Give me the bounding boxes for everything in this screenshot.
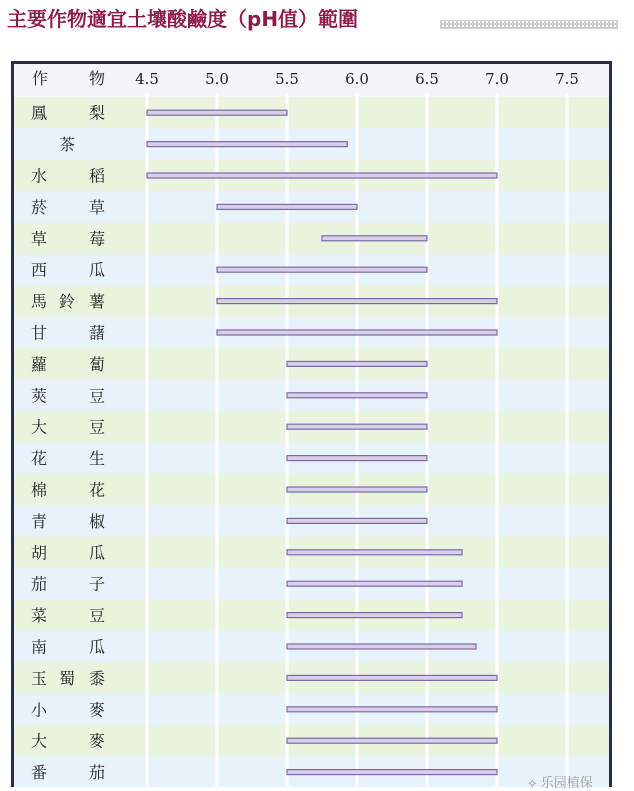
crop-label: 瓜 (89, 637, 106, 657)
crop-label: 小 (31, 700, 48, 720)
crop-label: 大 (31, 731, 48, 751)
crop-label: 薯 (89, 292, 106, 312)
crop-label: 瓜 (89, 543, 106, 563)
ph-range-bar (287, 613, 462, 618)
watermark: ⟡ 乐园植保 (528, 776, 593, 791)
ph-range-bar (287, 550, 462, 555)
ph-range-bar (147, 142, 347, 147)
crop-label: 茶 (59, 135, 76, 155)
crop-label: 花 (31, 449, 48, 469)
ph-range-bar (287, 424, 427, 429)
crop-label: 蔔 (89, 354, 106, 374)
crop-label: 茄 (31, 574, 48, 594)
crop-label: 豆 (89, 417, 106, 437)
x-tick-label: 4.5 (135, 70, 159, 88)
crop-label: 蜀 (59, 668, 76, 688)
crop-label: 菸 (31, 197, 48, 217)
ph-range-bar (287, 393, 427, 398)
ph-range-bar (287, 738, 497, 743)
crop-label: 棉 (31, 480, 48, 500)
crop-label: 麥 (89, 700, 106, 720)
crop-label: 鈴 (59, 292, 76, 312)
x-tick-label: 6.0 (345, 70, 369, 88)
ph-range-bar (287, 456, 427, 461)
crop-label: 莓 (89, 229, 106, 249)
ph-range-bar (287, 518, 427, 523)
crop-label: 藷 (89, 323, 106, 343)
crop-label: 生 (89, 449, 106, 469)
crop-label: 花 (89, 480, 106, 500)
crop-label: 西 (31, 260, 48, 280)
title-decorative-rule (440, 20, 618, 29)
x-tick-label: 6.5 (415, 70, 439, 88)
crop-label: 麥 (89, 731, 106, 751)
ph-range-bar (147, 173, 497, 178)
crop-label: 椒 (89, 511, 106, 531)
crop-label: 子 (89, 574, 106, 594)
ph-range-bar (287, 361, 427, 366)
crop-label: 草 (31, 229, 48, 249)
crop-label: 茄 (89, 763, 106, 783)
chart-frame (11, 61, 612, 787)
ph-range-bar (287, 487, 427, 492)
ph-range-bar (147, 110, 287, 115)
crop-label: 瓜 (89, 260, 106, 280)
ph-range-bar (287, 770, 497, 775)
crop-column-header: 作 (32, 69, 49, 88)
ph-range-bar (217, 330, 497, 335)
chart-title: 主要作物適宜土壤酸鹼度（pH值）範圍 (7, 7, 359, 31)
crop-label: 番 (31, 763, 48, 783)
ph-range-bar (217, 299, 497, 304)
ph-range-chart (14, 64, 609, 787)
crop-label: 菜 (31, 606, 48, 626)
crop-label: 胡 (31, 543, 48, 563)
crop-label: 水 (31, 166, 48, 186)
ph-range-bar (287, 581, 462, 586)
crop-label: 莢 (31, 386, 48, 406)
x-tick-label: 7.0 (485, 70, 509, 88)
crop-label: 豆 (89, 606, 106, 626)
crop-label: 草 (89, 197, 106, 217)
crop-label: 甘 (31, 323, 48, 343)
ph-range-bar (287, 707, 497, 712)
ph-range-bar (287, 644, 476, 649)
ph-range-bar (217, 204, 357, 209)
crop-label: 大 (31, 417, 48, 437)
ph-range-bar (217, 267, 427, 272)
crop-label: 馬 (31, 292, 48, 312)
crop-column-header: 物 (89, 69, 106, 88)
ph-range-bar (322, 236, 427, 241)
crop-label: 鳳 (31, 103, 48, 123)
crop-label: 豆 (89, 386, 106, 406)
x-tick-label: 5.5 (275, 70, 299, 88)
x-tick-label: 5.0 (205, 70, 229, 88)
x-tick-label: 7.5 (555, 70, 579, 88)
crop-label: 青 (31, 511, 48, 531)
ph-range-bar (287, 675, 497, 680)
crop-label: 南 (31, 637, 48, 657)
crop-label: 玉 (31, 668, 48, 688)
crop-label: 稻 (89, 166, 106, 186)
crop-label: 梨 (89, 103, 106, 123)
crop-label: 蘿 (31, 354, 48, 374)
crop-label: 黍 (89, 668, 106, 688)
